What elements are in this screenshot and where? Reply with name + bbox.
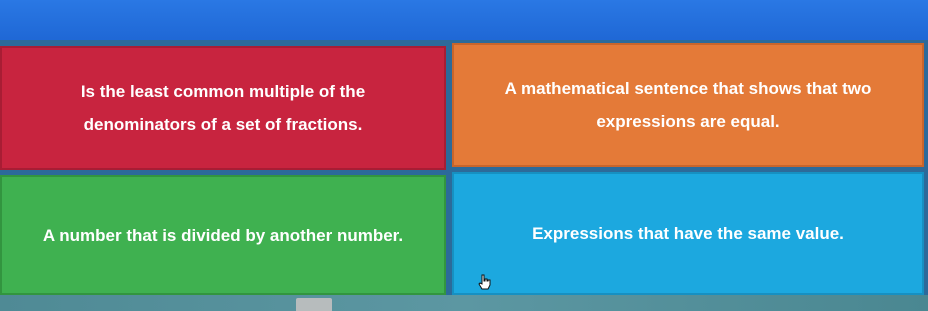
tile-text (43, 219, 403, 252)
definition-tile-lcd[interactable] (0, 46, 446, 170)
tile-line-2: denominators of a set of fractions. (83, 115, 363, 134)
screen-bottom-strip (0, 295, 928, 311)
hand-pointer-icon (478, 274, 492, 290)
device-stand (296, 298, 332, 311)
definition-tile-equivalent-expressions[interactable] (452, 172, 924, 295)
tile-line-2: expressions are equal. (596, 112, 780, 131)
tile-text (505, 72, 872, 138)
tile-text (81, 75, 365, 141)
tile-line-1: A mathematical sentence that shows that two (504, 79, 872, 98)
tile-line-1: Is the least common multiple of the (80, 82, 366, 101)
tile-line-1: Expressions that have the same value. (532, 224, 844, 243)
tile-line-1: A number that is divided by another number. (42, 225, 404, 245)
tile-text (532, 217, 844, 250)
definition-tile-equation[interactable] (452, 43, 924, 167)
screen-top-band (0, 0, 928, 44)
definition-tile-dividend[interactable] (0, 175, 446, 295)
